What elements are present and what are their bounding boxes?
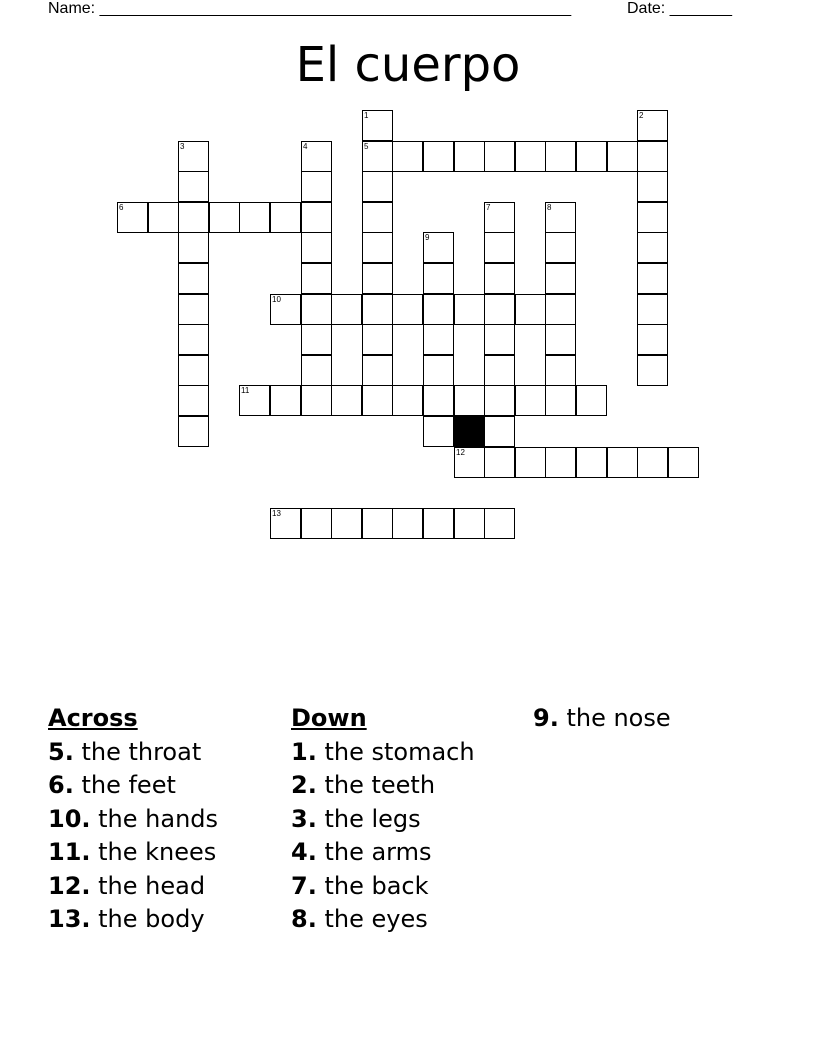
clue-text: the feet <box>73 771 176 799</box>
grid-cell[interactable] <box>362 294 393 325</box>
grid-cell[interactable] <box>239 202 270 233</box>
grid-cell[interactable] <box>484 508 515 539</box>
grid-cell[interactable] <box>484 263 515 294</box>
grid-cell[interactable] <box>362 324 393 355</box>
clue-text: the knees <box>90 838 217 866</box>
grid-cell[interactable] <box>178 416 209 447</box>
grid-cell[interactable] <box>484 447 515 478</box>
down-clues <box>291 702 475 937</box>
grid-cell[interactable] <box>270 385 301 416</box>
clue-number: 6. <box>48 771 74 799</box>
clue-text: the hands <box>90 804 219 833</box>
grid-cell[interactable] <box>423 508 454 539</box>
grid-cell[interactable] <box>148 202 179 233</box>
grid-cell[interactable] <box>301 171 332 202</box>
clue <box>48 803 218 837</box>
grid-cell[interactable] <box>637 324 668 355</box>
grid-cell[interactable] <box>301 385 332 416</box>
cell-number: 11 <box>241 386 250 395</box>
cell-number: 3 <box>180 142 185 151</box>
down-heading: Down <box>291 704 367 732</box>
grid-cell[interactable] <box>484 416 515 447</box>
clue <box>291 803 475 837</box>
grid-cell[interactable] <box>331 294 362 325</box>
grid-cell[interactable] <box>484 294 515 325</box>
clue-text: the arms <box>316 838 432 866</box>
cell-number: 9 <box>425 233 430 242</box>
grid-cell[interactable] <box>637 202 668 233</box>
grid-cell[interactable] <box>607 141 638 172</box>
clue-text: the head <box>90 871 206 900</box>
grid-cell[interactable] <box>515 447 546 478</box>
grid-cell[interactable] <box>637 355 668 386</box>
black-square <box>454 416 485 447</box>
across-clues <box>48 702 218 937</box>
grid-cell[interactable] <box>637 232 668 263</box>
clue <box>48 836 218 870</box>
grid-cell[interactable] <box>178 263 209 294</box>
clue-number: 13. <box>48 905 91 933</box>
grid-cell[interactable] <box>545 385 576 416</box>
grid-cell[interactable] <box>576 447 607 478</box>
grid-cell[interactable] <box>637 263 668 294</box>
grid-cell[interactable] <box>362 202 393 233</box>
grid-cell[interactable] <box>668 447 699 478</box>
across-heading: Across <box>48 704 138 732</box>
grid-cell[interactable] <box>392 141 423 172</box>
grid-cell[interactable] <box>362 171 393 202</box>
grid-cell[interactable] <box>515 385 546 416</box>
clue-text: the throat <box>73 737 202 766</box>
cell-number: 7 <box>486 203 491 212</box>
clue-number: 12. <box>48 871 91 900</box>
clue <box>533 702 671 736</box>
grid-cell[interactable] <box>331 508 362 539</box>
grid-cell[interactable] <box>515 294 546 325</box>
grid-cell[interactable] <box>178 355 209 386</box>
grid-cell[interactable] <box>362 232 393 263</box>
grid-cell[interactable] <box>454 385 485 416</box>
clue-number: 5. <box>48 737 74 766</box>
cell-number: 8 <box>547 203 552 212</box>
grid-cell[interactable] <box>545 294 576 325</box>
clue-text: the stomach <box>316 737 475 766</box>
grid-cell[interactable] <box>178 294 209 325</box>
grid-cell[interactable] <box>301 232 332 263</box>
grid-cell[interactable] <box>637 171 668 202</box>
clue <box>48 870 218 904</box>
clue-text: the eyes <box>316 905 428 933</box>
clue-number: 10. <box>48 804 91 833</box>
grid-cell[interactable] <box>484 355 515 386</box>
grid-cell[interactable] <box>301 202 332 233</box>
grid-cell[interactable] <box>270 202 301 233</box>
grid-cell[interactable] <box>545 447 576 478</box>
grid-cell[interactable] <box>637 294 668 325</box>
cell-number: 12 <box>456 448 465 457</box>
date-label: Date: <box>627 0 670 17</box>
clue <box>291 769 475 803</box>
cell-number: 13 <box>272 509 281 518</box>
cell-number: 5 <box>364 142 369 151</box>
grid-cell[interactable] <box>178 324 209 355</box>
clue-number: 7. <box>291 871 317 900</box>
grid-cell[interactable] <box>423 355 454 386</box>
grid-cell[interactable] <box>362 508 393 539</box>
grid-cell[interactable] <box>301 355 332 386</box>
grid-cell[interactable] <box>178 171 209 202</box>
grid-cell[interactable] <box>545 263 576 294</box>
clue <box>291 870 475 904</box>
clue-number: 4. <box>291 838 317 866</box>
grid-cell[interactable] <box>607 447 638 478</box>
grid-cell[interactable] <box>331 385 362 416</box>
grid-cell[interactable] <box>178 202 209 233</box>
grid-cell[interactable] <box>637 447 668 478</box>
grid-cell[interactable] <box>484 141 515 172</box>
grid-cell[interactable] <box>423 141 454 172</box>
grid-cell[interactable] <box>301 508 332 539</box>
clue-text: the back <box>316 871 429 900</box>
grid-cell[interactable] <box>484 232 515 263</box>
grid-cell[interactable] <box>392 385 423 416</box>
clue <box>291 836 475 870</box>
down-clues-continued <box>533 702 671 736</box>
clue-number: 11. <box>48 838 91 866</box>
grid-cell[interactable] <box>209 202 240 233</box>
grid-cell[interactable] <box>454 141 485 172</box>
grid-cell[interactable] <box>545 355 576 386</box>
grid-cell[interactable] <box>484 385 515 416</box>
clue-number: 8. <box>291 905 317 933</box>
clue-text: the nose <box>558 704 671 732</box>
grid-cell[interactable] <box>301 263 332 294</box>
grid-cell[interactable] <box>178 232 209 263</box>
name-label: Name: <box>48 0 100 17</box>
clue-number: 9. <box>533 704 559 732</box>
grid-cell[interactable] <box>423 294 454 325</box>
grid-cell[interactable] <box>392 294 423 325</box>
grid-cell[interactable] <box>362 385 393 416</box>
grid-cell[interactable] <box>637 141 668 172</box>
grid-cell[interactable] <box>454 294 485 325</box>
clue-text: the teeth <box>316 771 436 799</box>
page-title: El cuerpo <box>295 37 521 93</box>
grid-cell[interactable] <box>454 508 485 539</box>
cell-number: 6 <box>119 203 124 212</box>
clue <box>48 769 218 803</box>
date-line[interactable]: _______ <box>669 0 732 17</box>
grid-cell[interactable] <box>576 385 607 416</box>
grid-cell[interactable] <box>515 141 546 172</box>
clue-number: 1. <box>291 737 317 766</box>
grid-cell[interactable] <box>362 263 393 294</box>
grid-cell[interactable] <box>423 385 454 416</box>
grid-cell[interactable] <box>576 141 607 172</box>
grid-cell[interactable] <box>178 385 209 416</box>
grid-cell[interactable] <box>484 324 515 355</box>
grid-cell[interactable] <box>545 141 576 172</box>
grid-cell[interactable] <box>301 324 332 355</box>
grid-cell[interactable] <box>392 508 423 539</box>
cell-number: 4 <box>303 142 308 151</box>
clue-text: the legs <box>316 804 421 833</box>
clue-number: 2. <box>291 771 317 799</box>
clue <box>291 903 475 937</box>
grid-cell[interactable] <box>545 324 576 355</box>
clue <box>291 736 475 770</box>
clue <box>48 736 218 770</box>
name-line[interactable]: _____________________________________________________ <box>99 0 572 17</box>
clue-number: 3. <box>291 804 317 833</box>
cell-number: 1 <box>364 111 369 120</box>
grid-cell[interactable] <box>423 263 454 294</box>
grid-cell[interactable] <box>545 232 576 263</box>
grid-cell[interactable] <box>423 416 454 447</box>
clue-text: the body <box>90 905 205 933</box>
cell-number: 2 <box>639 111 644 120</box>
grid-cell[interactable] <box>362 355 393 386</box>
cell-number: 10 <box>272 295 281 304</box>
grid-cell[interactable] <box>301 294 332 325</box>
clue <box>48 903 218 937</box>
grid-cell[interactable] <box>423 324 454 355</box>
